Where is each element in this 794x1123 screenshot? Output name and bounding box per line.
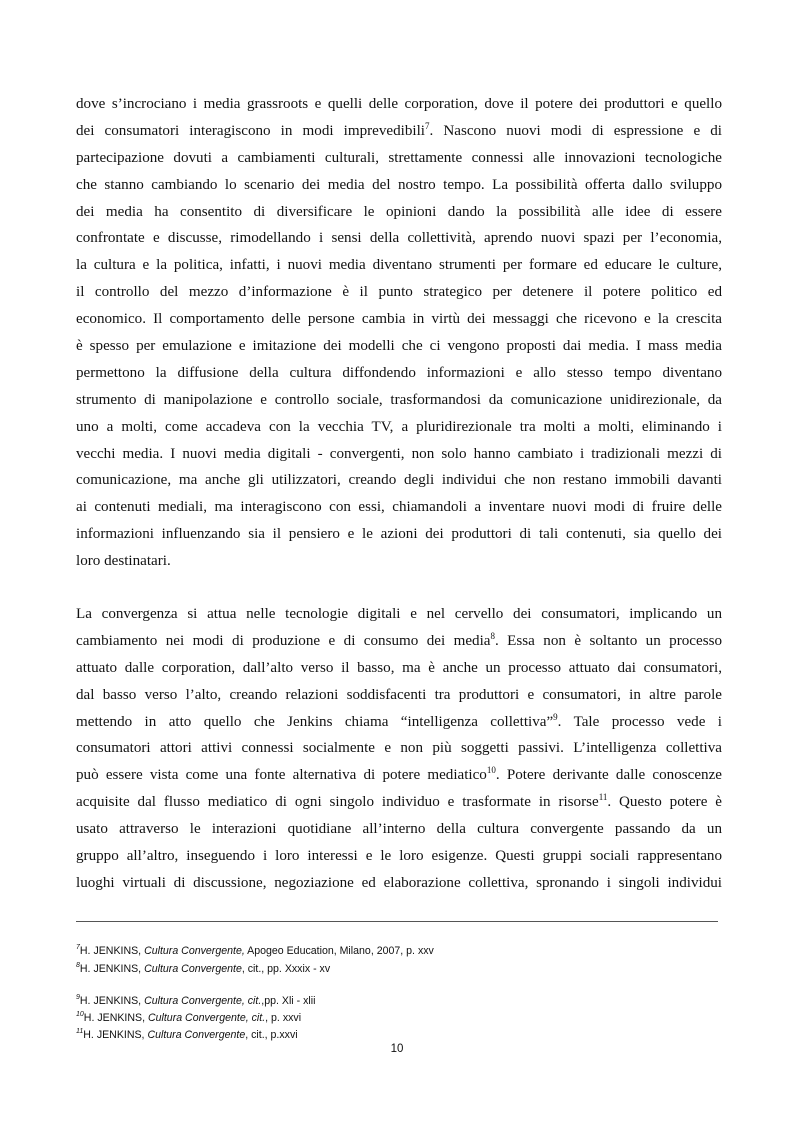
footnote-10: $^{10}$H. JENKINS, Cultura Convergente, cit., p. xxvi xyxy=(76,1011,302,1024)
page-number: 10 xyxy=(390,1043,404,1055)
footnote-ref-11[interactable]: 11 xyxy=(598,792,608,803)
text-line: vecchi media. I nuovi media digitali - convergenti, non solo hanno cambiato i tradizionali mezzi di xyxy=(76,445,722,462)
text-line: La convergenza si attua nelle tecnologie digitali e nel cervello dei consumatori, implicando un xyxy=(76,606,722,622)
text-line: uno a molti, come accadeva con la vecchia TV, a pluridirezionale tra molti a molti, eliminando i xyxy=(76,418,722,435)
footnote-7: $^7$H. JENKINS, Cultura Convergente, Apogeo Education, Milano, 2007, p. xxv xyxy=(76,944,434,957)
text-line: informazioni influenzando sia il pensiero e le azioni dei produttori di tali contenuti, sia quello dei xyxy=(76,526,722,543)
text-line: dove s’incrociano i media grassroots e quelli delle corporation, dove il potere dei produttori e quello xyxy=(76,96,722,112)
text-line: può essere vista come una fonte alternativa di potere mediatico$^{10}$. Potere derivante dalle conoscenze xyxy=(76,765,722,784)
footnote-separator xyxy=(76,921,718,922)
text-line: confrontate e discusse, rimodellando i sensi della collettività, aprendo nuovi spazi per l’economia, xyxy=(76,230,722,247)
text-line: loro destinatari. xyxy=(76,553,171,570)
text-line: che stanno cambiando lo scenario dei media del nostro tempo. La possibilità offerta dallo sviluppo xyxy=(76,176,722,193)
text-line: la cultura e la politica, infatti, i nuovi media diventano strumenti per formare ed educare le culture, xyxy=(76,257,722,274)
text-line: è spesso per emulazione e imitazione dei modelli che ci vengono proposti dai media. I mass media xyxy=(76,338,722,355)
paragraph-2 xyxy=(76,601,722,897)
footnote-ref-9[interactable]: 9 xyxy=(553,711,558,722)
text-line: comunicazione, ma anche gli utilizzatori, creando degli individui che non restano immobili davanti xyxy=(76,472,722,489)
text-line: consumatori attori attivi connessi socialmente e non più soggetti passivi. L’intelligenza collettiva xyxy=(76,740,722,757)
text-line: dal basso verso l’alto, creando relazioni soddisfacenti tra produttori e consumatori, in altre parole xyxy=(76,686,722,703)
footnote-ref-8[interactable]: 8 xyxy=(490,630,495,641)
text-line: acquisite dal flusso mediatico di ogni singolo individuo e trasformate in risorse$^{11}$. Questo potere è xyxy=(76,792,722,811)
text-line: luoghi virtuali di discussione, negoziazione ed elaborazione collettiva, spronando i singoli individui xyxy=(76,874,722,891)
footnote-ref-7[interactable]: 7 xyxy=(425,120,430,131)
text-line: dei media ha consentito di diversificare le opinioni dando la possibilità alle idee di essere xyxy=(76,203,722,220)
text-line: il controllo del mezzo d’informazione è il punto strategico per detenere il potere politico ed xyxy=(76,284,722,301)
footnote-11: $^{11}$H. JENKINS, Cultura Convergente, cit., p.xxvi xyxy=(76,1028,298,1041)
text-line: cambiamento nei modi di produzione e di consumo dei media$^8$. Essa non è soltanto un processo xyxy=(76,630,723,649)
footnote-8: $^8$H. JENKINS, Cultura Convergente, cit., pp. Xxxix - xv xyxy=(76,962,331,975)
text-line: usato attraverso le interazioni quotidiane all’interno della cultura convergente passando da un xyxy=(76,821,722,838)
text-line: ai contenuti mediali, ma interagiscono con essi, chiamandoli a inventare nuovi modi di fruire delle xyxy=(76,499,722,516)
text-line: attuato dalle corporation, dall’alto verso il basso, ma è anche un processo attuato dai consumatori, xyxy=(76,659,722,676)
footnote-ref-10[interactable]: 10 xyxy=(486,765,496,776)
footnote-9: $^9$H. JENKINS, Cultura Convergente, cit.,pp. Xli - xlii xyxy=(76,994,316,1007)
text-line: dei consumatori interagiscono in modi imprevedibili$^7$. Nascono nuovi modi di espressione e di xyxy=(76,120,723,139)
text-line: partecipazione dovuti a cambiamenti culturali, strettamente connessi alle innovazioni tecnologiche xyxy=(76,149,722,166)
text-line: gruppo all’altro, inseguendo i loro interessi e le loro esigenze. Questi gruppi sociali rappresentano xyxy=(76,848,722,865)
text-line: strumento di manipolazione e controllo sociale, trasformandosi da comunicazione unidirezionale, da xyxy=(76,391,722,408)
text-line: permettono la diffusione della cultura diffondendo informazioni e allo stesso tempo diventano xyxy=(76,364,722,381)
paragraph-1 xyxy=(76,91,722,575)
text-line: mettendo in atto quello che Jenkins chiama “intelligenza collettiva”$^9$. Tale processo vede i xyxy=(76,711,722,730)
text-line: economico. Il comportamento delle persone cambia in virtù dei messaggi che ricevono e la crescita xyxy=(76,311,722,328)
